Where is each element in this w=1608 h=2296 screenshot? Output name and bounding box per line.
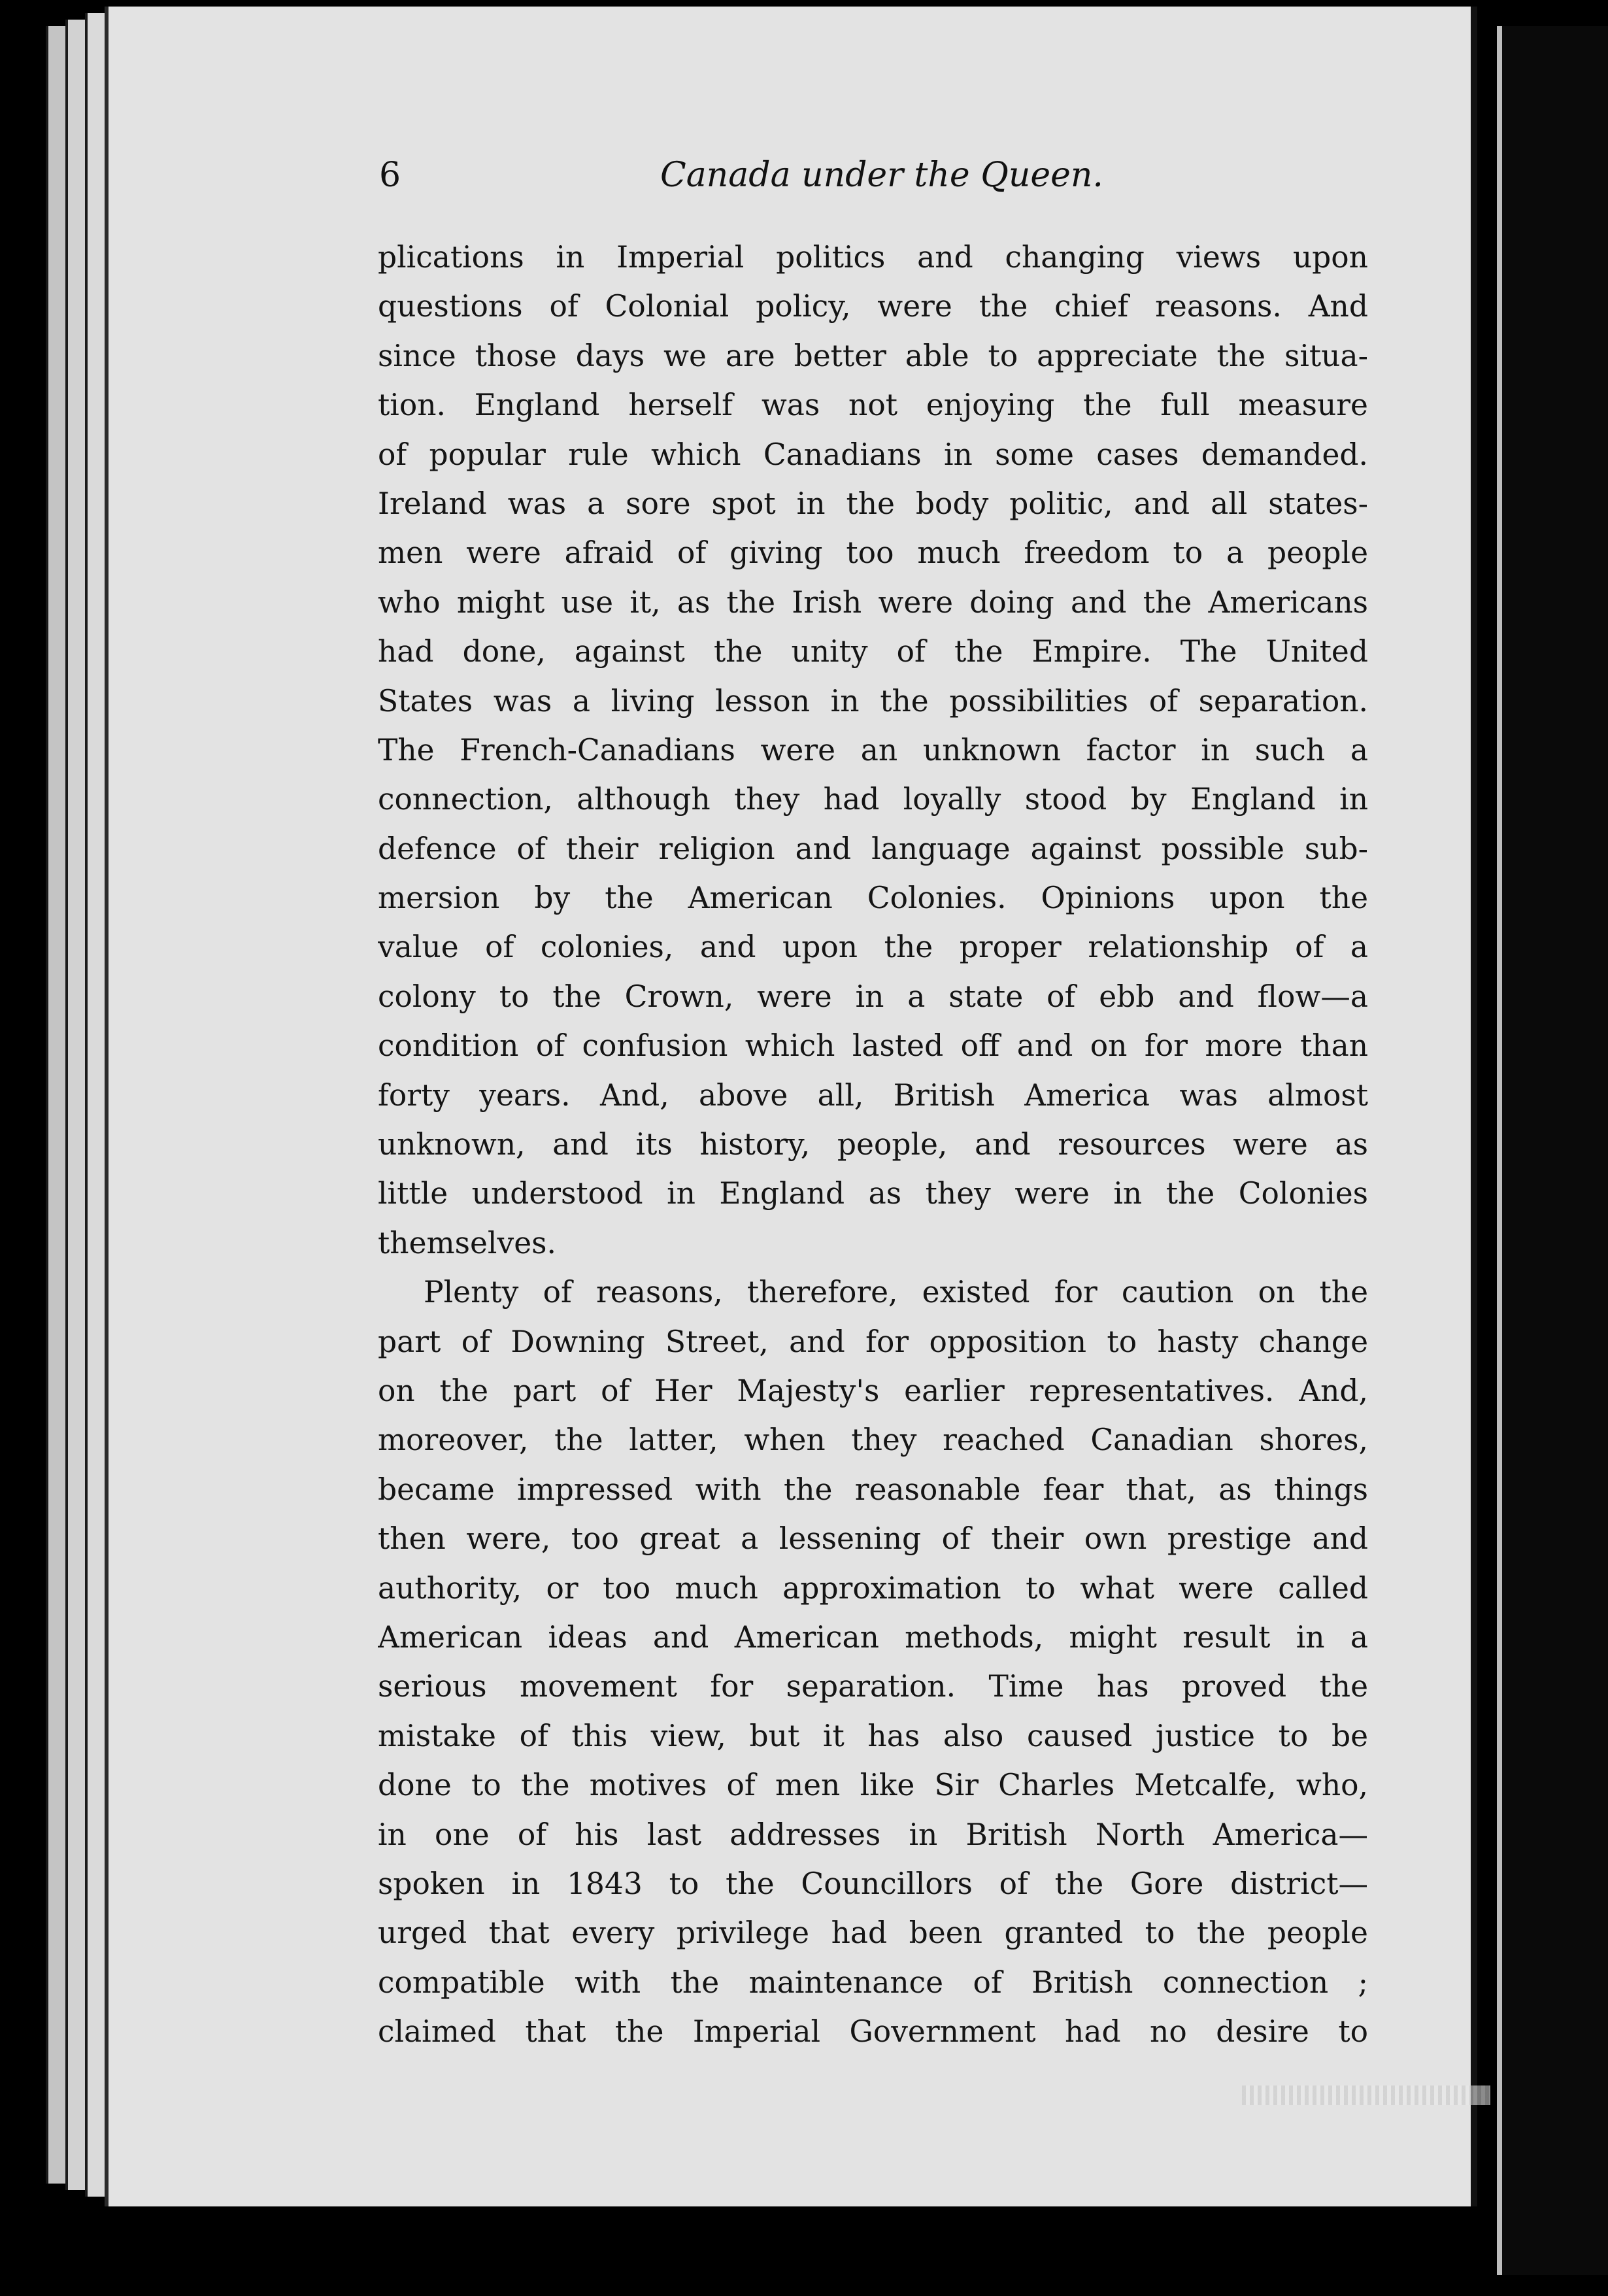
text-line: little understood in England as they were in the Colonies	[378, 1176, 1368, 1211]
text-line: mersion by the American Colonies. Opinions upon the	[378, 881, 1368, 916]
text-line: authority, or too much approximation to what were called	[378, 1570, 1368, 1606]
text-line: claimed that the Imperial Government had no desire to	[378, 2014, 1368, 2050]
text-line: of popular rule which Canadians in some cases demanded.	[378, 437, 1368, 472]
text-line: defence of their religion and language against possible sub-	[378, 831, 1368, 866]
facing-page-edge	[1497, 26, 1608, 2275]
text-line: part of Downing Street, and for opposition to hasty change	[378, 1324, 1368, 1359]
text-line: condition of confusion which lasted off and on for more than	[378, 1028, 1368, 1064]
text-line: themselves.	[378, 1225, 556, 1260]
text-line: mistake of this view, but it has also caused justice to be	[378, 1718, 1368, 1753]
text-line: Plenty of reasons, therefore, existed for caution on the	[424, 1275, 1368, 1310]
text-line: forty years. And, above all, British America was almost	[378, 1077, 1368, 1113]
text-line: men were afraid of giving too much freedom to a people	[378, 535, 1368, 571]
running-title: Canada under the Queen.	[660, 156, 1103, 195]
text-line: in one of his last addresses in British North America—	[378, 1817, 1368, 1852]
text-line: moreover, the latter, when they reached Canadian shores,	[378, 1423, 1368, 1458]
text-line: done to the motives of men like Sir Charles Metcalfe, who,	[378, 1768, 1368, 1803]
text-line: compatible with the maintenance of British connection ;	[378, 1965, 1368, 2000]
text-line: The French-Canadians were an unknown factor in such a	[378, 732, 1368, 768]
text-line: plications in Imperial politics and changing views upon	[378, 240, 1368, 275]
text-line: since those days we are better able to appreciate the situa-	[378, 338, 1368, 373]
text-line: spoken in 1843 to the Councillors of the Gore district—	[378, 1866, 1368, 1901]
text-line: questions of Colonial policy, were the chief reasons. And	[378, 289, 1368, 324]
text-line: unknown, and its history, people, and resources were as	[378, 1127, 1368, 1162]
text-line: connection, although they had loyally stood by England in	[378, 782, 1368, 817]
page-number: 6	[379, 156, 401, 195]
text-line: Ireland was a sore spot in the body politic, and all states-	[378, 486, 1368, 521]
text-line: colony to the Crown, were in a state of ebb and flow—a	[378, 979, 1368, 1014]
paragraph-1	[378, 233, 1368, 1268]
running-head	[271, 149, 1396, 201]
text-line: had done, against the unity of the Empire. The United	[378, 634, 1368, 669]
scan-artifact	[1242, 2085, 1490, 2105]
text-line: tion. England herself was not enjoying the full measure	[378, 388, 1368, 423]
text-line: who might use it, as the Irish were doing and the Americans	[378, 584, 1368, 620]
text-line: States was a living lesson in the possibilities of separation.	[378, 683, 1368, 718]
text-line: became impressed with the reasonable fear that, as things	[378, 1472, 1368, 1507]
paragraph-2	[378, 1268, 1368, 2056]
text-line: urged that every privilege had been granted to the people	[378, 1916, 1368, 1951]
body-text	[378, 233, 1368, 2056]
text-line: serious movement for separation. Time has proved the	[378, 1669, 1368, 1704]
text-line: then were, too great a lessening of their own prestige and	[378, 1521, 1368, 1557]
text-line: on the part of Her Majesty's earlier representatives. And,	[378, 1373, 1368, 1408]
text-line: American ideas and American methods, might result in a	[378, 1619, 1368, 1655]
text-line: value of colonies, and upon the proper relationship of a	[378, 930, 1368, 965]
